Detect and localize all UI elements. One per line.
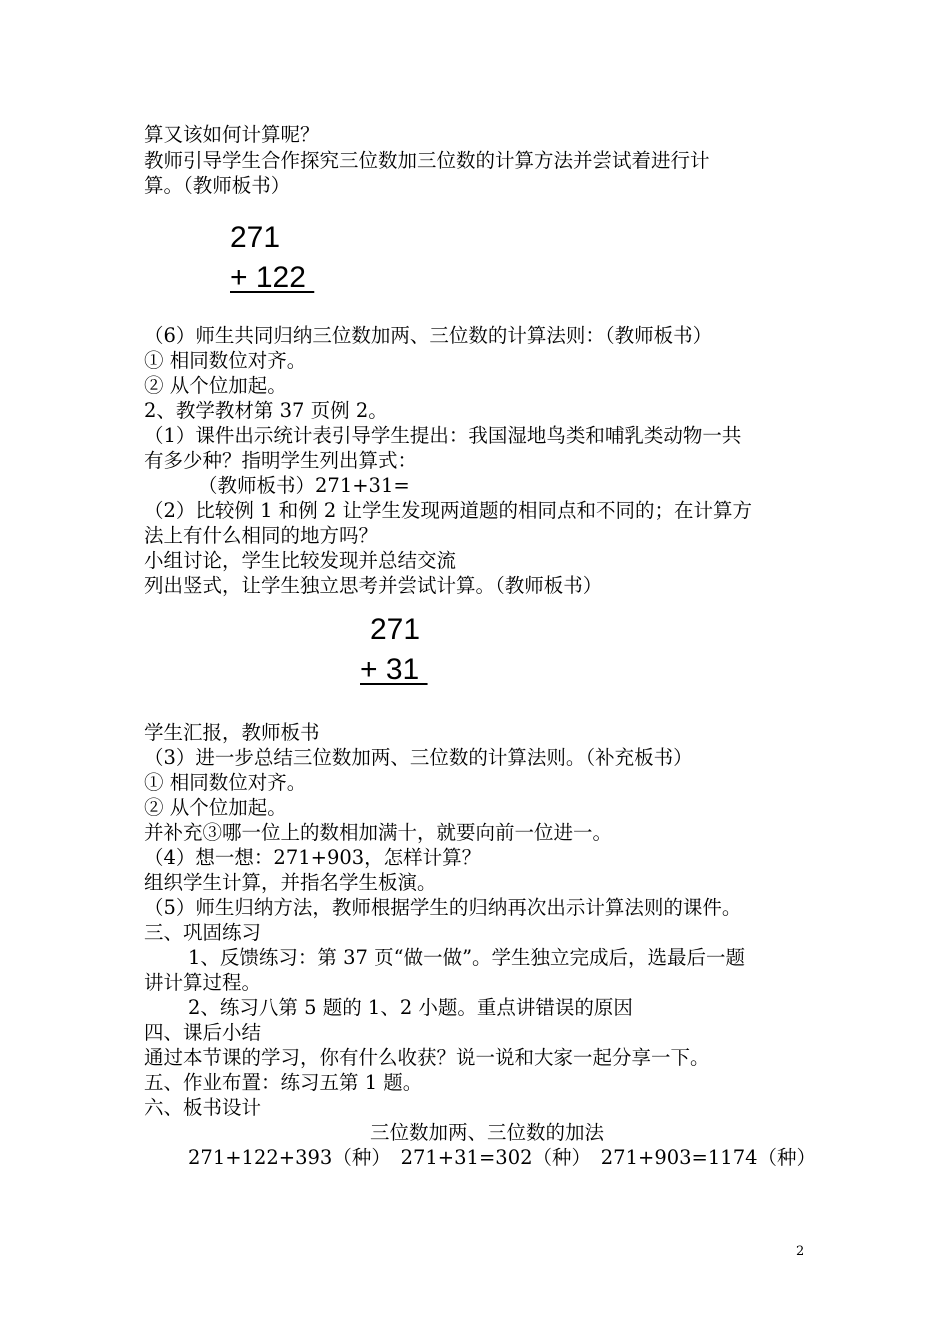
text-line: 学生汇报，教师板书 xyxy=(144,721,320,744)
text-line: 六、板书设计 xyxy=(144,1096,262,1119)
text-line: 通过本节课的学习，你有什么收获？说一说和大家一起分享一下。 xyxy=(144,1046,710,1069)
board-design-title: 三位数加两、三位数的加法 xyxy=(370,1121,605,1144)
page-number: 2 xyxy=(796,1244,805,1259)
text-line: 有多少种？指明学生列出算式： xyxy=(144,449,418,472)
text-line: 算又该如何计算呢？ xyxy=(144,123,320,146)
text-line: ② 从个位加起。 xyxy=(144,796,287,819)
text-line: 四、课后小结 xyxy=(144,1021,262,1044)
vertical-calc-bottom: + 122 xyxy=(230,261,315,294)
text-line: （5）师生归纳方法，教师根据学生的归纳再次出示计算法则的课件。 xyxy=(144,896,742,919)
text-line: 三、巩固练习 xyxy=(144,921,262,944)
text-line: ① 相同数位对齐。 xyxy=(144,349,307,372)
vertical-calc-top: 271 xyxy=(230,221,281,254)
text-line: 讲计算过程。 xyxy=(144,971,262,994)
vertical-calc-top: 271 xyxy=(370,613,421,646)
board-design-equations: 271+122+393（种） 271+31=302（种） 271+903=1174（种） xyxy=(188,1146,817,1169)
text-line: 算。（教师板书） xyxy=(144,174,291,197)
text-line: ① 相同数位对齐。 xyxy=(144,771,307,794)
text-line: 1、反馈练习：第 37 页“做一做”。学生独立完成后，选最后一题 xyxy=(188,946,746,969)
text-line: 组织学生计算，并指名学生板演。 xyxy=(144,871,437,894)
text-line: 列出竖式，让学生独立思考并尝试计算。（教师板书） xyxy=(144,574,603,597)
text-line: （6）师生共同归纳三位数加两、三位数的计算法则：（教师板书） xyxy=(144,324,713,347)
text-line: 并补充③哪一位上的数相加满十，就要向前一位进一。 xyxy=(144,821,613,844)
text-line: 教师引导学生合作探究三位数加三位数的计算方法并尝试着进行计 xyxy=(144,149,710,172)
text-line: 2、教学教材第 37 页例 2。 xyxy=(144,399,388,422)
text-line: ② 从个位加起。 xyxy=(144,374,287,397)
text-line: （1）课件出示统计表引导学生提出：我国湿地鸟类和哺乳类动物一共 xyxy=(144,424,742,447)
text-line: 五、作业布置：练习五第 1 题。 xyxy=(144,1071,423,1094)
text-line: （3）进一步总结三位数加两、三位数的计算法则。（补充板书） xyxy=(144,746,693,769)
text-line: （2）比较例 1 和例 2 让学生发现两道题的相同点和不同的；在计算方 xyxy=(144,499,753,522)
text-line: 2、练习八第 5 题的 1、2 小题。重点讲错误的原因 xyxy=(188,996,633,1019)
vertical-calc-bottom: + 31 xyxy=(360,653,428,686)
text-line: 小组讨论，学生比较发现并总结交流 xyxy=(144,549,457,572)
text-line: 法上有什么相同的地方吗？ xyxy=(144,524,379,547)
text-line: （4）想一想：271+903，怎样计算？ xyxy=(144,846,482,869)
text-line: （教师板书）271+31= xyxy=(198,474,410,497)
